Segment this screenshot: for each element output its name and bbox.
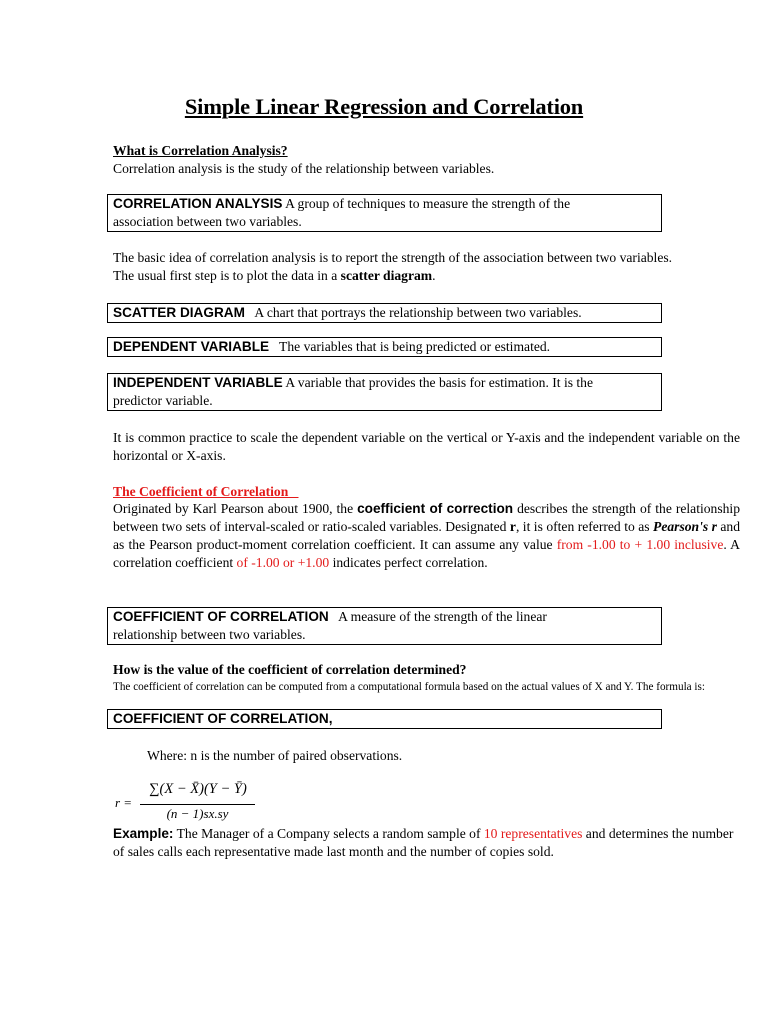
definition-coefficient-of-correlation-2: relationship between two variables. <box>113 627 306 642</box>
coefficient-text-6: indicates perfect correlation. <box>329 555 488 570</box>
definition-box-scatter-diagram <box>107 303 662 323</box>
section-text-correlation-definition: Correlation analysis is the study of the relationship between variables. <box>113 161 495 176</box>
paragraph-axis-scaling: It is common practice to scale the dependent variable on the vertical or Y-axis and the independent variable on the horizontal or X-axis. <box>113 430 740 463</box>
term-dependent-variable: DEPENDENT VARIABLE <box>113 339 270 354</box>
example-text-1: The Manager of a Company selects a random sample of <box>173 826 484 841</box>
pearsons-r-emphasis: Pearson's r <box>653 519 717 534</box>
term-independent-variable: INDEPENDENT VARIABLE <box>113 375 283 390</box>
section-heading-coefficient-of-correlation: The Coefficient of Correlation <box>113 484 299 499</box>
coefficient-text-4: and as the Pearson product-moment correlation coefficient. It can assume any value <box>113 519 740 552</box>
term-coefficient-of-correlation-formula: COEFFICIENT OF CORRELATION, <box>113 711 333 726</box>
coefficient-text-5: . A correlation coefficient <box>113 537 740 570</box>
formula-lhs: r = <box>115 795 133 810</box>
formula-intro-text: The coefficient of correlation can be computed from a computational formula based on the actual values of X and Y. The formula is: <box>113 681 706 693</box>
paragraph-basic-idea-period: . <box>432 268 436 283</box>
coefficient-text-1: Originated by Karl Pearson about 1900, the <box>113 501 358 516</box>
definition-correlation-analysis-2: association between two variables. <box>113 214 302 229</box>
where-text: Where: n is the number of paired observations. <box>147 748 403 763</box>
r-symbol-emphasis: r <box>509 519 516 534</box>
definition-scatter-diagram: A chart that portrays the relationship between two variables. <box>244 305 582 320</box>
coefficient-text-2: describes the strength of the relationship between two sets of interval-scaled or ratio-scaled variables. Designated <box>113 501 740 534</box>
term-coefficient-of-correlation: COEFFICIENT OF CORRELATION <box>113 609 329 624</box>
formula-numerator: ∑(X − X̄)(Y − Ȳ) <box>149 781 247 797</box>
paragraph-basic-idea-line1: The basic idea of correlation analysis is to report the strength of the association between two variables. <box>113 250 673 265</box>
definition-box-independent-variable <box>107 373 662 411</box>
sample-size-highlight: 10 representatives <box>483 826 583 841</box>
range-highlight: from -1.00 to + 1.00 inclusive <box>556 537 724 552</box>
definition-box-dependent-variable <box>107 337 662 357</box>
term-scatter-diagram: SCATTER DIAGRAM <box>113 305 245 320</box>
definition-correlation-analysis-1: A group of techniques to measure the strength of the <box>282 196 571 211</box>
paragraph-basic-idea <box>113 249 743 285</box>
formula-label-box <box>107 709 662 729</box>
term-correlation-analysis: CORRELATION ANALYSIS <box>113 196 283 211</box>
definition-box-coefficient-of-correlation <box>107 607 662 645</box>
paragraph-basic-idea-line2: The usual first step is to plot the data in a <box>113 268 341 283</box>
section-heading-what-is-correlation: What is Correlation Analysis? <box>113 143 288 158</box>
formula-fraction-bar <box>140 804 255 805</box>
scatter-diagram-emphasis: scatter diagram <box>340 268 433 283</box>
perfect-correlation-highlight: of -1.00 or +1.00 <box>236 555 330 570</box>
example-label: Example: <box>113 826 174 841</box>
definition-box-correlation-analysis <box>107 194 662 232</box>
definition-independent-variable-2: predictor variable. <box>113 393 213 408</box>
section-heading-how-determined: How is the value of the coefficient of correlation determined? <box>113 662 467 677</box>
coefficient-of-correction-emphasis: coefficient of correction <box>357 501 514 516</box>
definition-independent-variable-1: A variable that provides the basis for estimation. It is the <box>282 375 594 390</box>
definition-dependent-variable: The variables that is being predicted or estimated. <box>269 339 551 354</box>
definition-coefficient-of-correlation-1: A measure of the strength of the linear <box>328 609 547 624</box>
formula-denominator: (n − 1)sx.sy <box>166 806 229 821</box>
example-text-2: and determines the number of sales calls each representative made last month and the number of copies sold. <box>113 826 734 859</box>
coefficient-text-3: , it is often referred to as <box>515 519 654 534</box>
example-paragraph <box>113 825 743 861</box>
page-title: Simple Linear Regression and Correlation <box>184 94 584 119</box>
paragraph-coefficient-of-correlation <box>113 500 740 572</box>
